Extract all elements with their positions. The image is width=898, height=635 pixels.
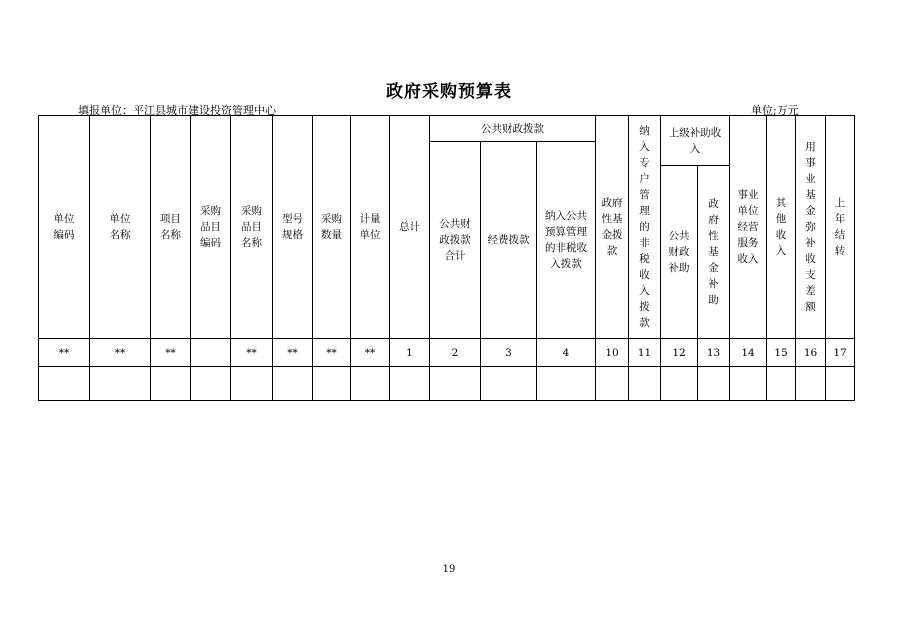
data-cell (661, 367, 698, 401)
header-public-finance: 公共财政拨款 (430, 116, 596, 142)
page-number: 19 (442, 564, 456, 575)
data-cell (596, 367, 629, 401)
index-cell: 13 (698, 339, 730, 367)
budget-table (38, 115, 855, 401)
header-superior-subsidy: 上级补助收 入 (661, 116, 730, 166)
data-cell (151, 367, 191, 401)
data-row (39, 367, 855, 401)
header-business-income: 事业 单位 经营 服务 收入 (730, 116, 767, 339)
index-row (39, 339, 855, 367)
data-cell (191, 367, 231, 401)
index-cell: ** (231, 339, 273, 367)
index-cell: 14 (730, 339, 767, 367)
index-cell: 10 (596, 339, 629, 367)
index-cell: 17 (826, 339, 855, 367)
data-cell (796, 367, 826, 401)
index-cell: 3 (481, 339, 537, 367)
data-cell (767, 367, 796, 401)
header-item-code: 采购 品目 编码 (191, 116, 231, 339)
index-cell: 2 (430, 339, 481, 367)
index-cell: ** (151, 339, 191, 367)
data-cell (390, 367, 430, 401)
index-cell (191, 339, 231, 367)
index-cell: 4 (537, 339, 596, 367)
data-cell (273, 367, 313, 401)
data-cell (629, 367, 661, 401)
currency-unit: 单位;万元 (751, 104, 799, 117)
data-cell (537, 367, 596, 401)
index-cell: ** (313, 339, 351, 367)
header-nontax-in-budget: 纳入公共 预算管理 的非税收 入拨款 (537, 142, 596, 339)
header-public-finance-total: 公共财 政拨款 合计 (430, 142, 481, 339)
data-cell (481, 367, 537, 401)
page-title: 政府采购预算表 (386, 82, 512, 102)
index-cell: 1 (390, 339, 430, 367)
index-cell: ** (273, 339, 313, 367)
header-item-name: 采购 品目 名称 (231, 116, 273, 339)
data-cell (698, 367, 730, 401)
header-unit-name: 单位 名称 (90, 116, 151, 339)
index-cell: 16 (796, 339, 826, 367)
index-cell: ** (39, 339, 90, 367)
data-cell (730, 367, 767, 401)
header-total: 总计 (390, 116, 430, 339)
header-unit-code: 单位 编码 (39, 116, 90, 339)
index-cell: 15 (767, 339, 796, 367)
header-carryover: 上 年 结 转 (826, 116, 855, 339)
header-project-name: 项目 名称 (151, 116, 191, 339)
data-cell (90, 367, 151, 401)
header-quantity: 采购 数量 (313, 116, 351, 339)
header-gov-fund-subsidy: 政 府 性 基 金 补 助 (698, 166, 730, 339)
header-gov-fund: 政府 性基 金拨 款 (596, 116, 629, 339)
index-cell: 11 (629, 339, 661, 367)
data-cell (39, 367, 90, 401)
index-cell: ** (351, 339, 390, 367)
index-cell: ** (90, 339, 151, 367)
header-nontax-special: 纳 入 专 户 管 理 的 非 税 收 入 拨 款 (629, 116, 661, 339)
index-cell: 12 (661, 339, 698, 367)
data-cell (313, 367, 351, 401)
data-cell (430, 367, 481, 401)
header-model: 型号 规格 (273, 116, 313, 339)
header-public-finance-subsidy: 公共 财政 补助 (661, 166, 698, 339)
header-measure-unit: 计量 单位 (351, 116, 390, 339)
data-cell (351, 367, 390, 401)
header-other-income: 其 他 收 入 (767, 116, 796, 339)
data-cell (826, 367, 855, 401)
header-fund-allocation: 经费拨款 (481, 142, 537, 339)
data-cell (231, 367, 273, 401)
fill-unit: 填报单位：平江县城市建设投资管理中心 (78, 104, 276, 117)
header-reserve-fund: 用 事 业 基 金 弥 补 收 支 差 额 (796, 116, 826, 339)
